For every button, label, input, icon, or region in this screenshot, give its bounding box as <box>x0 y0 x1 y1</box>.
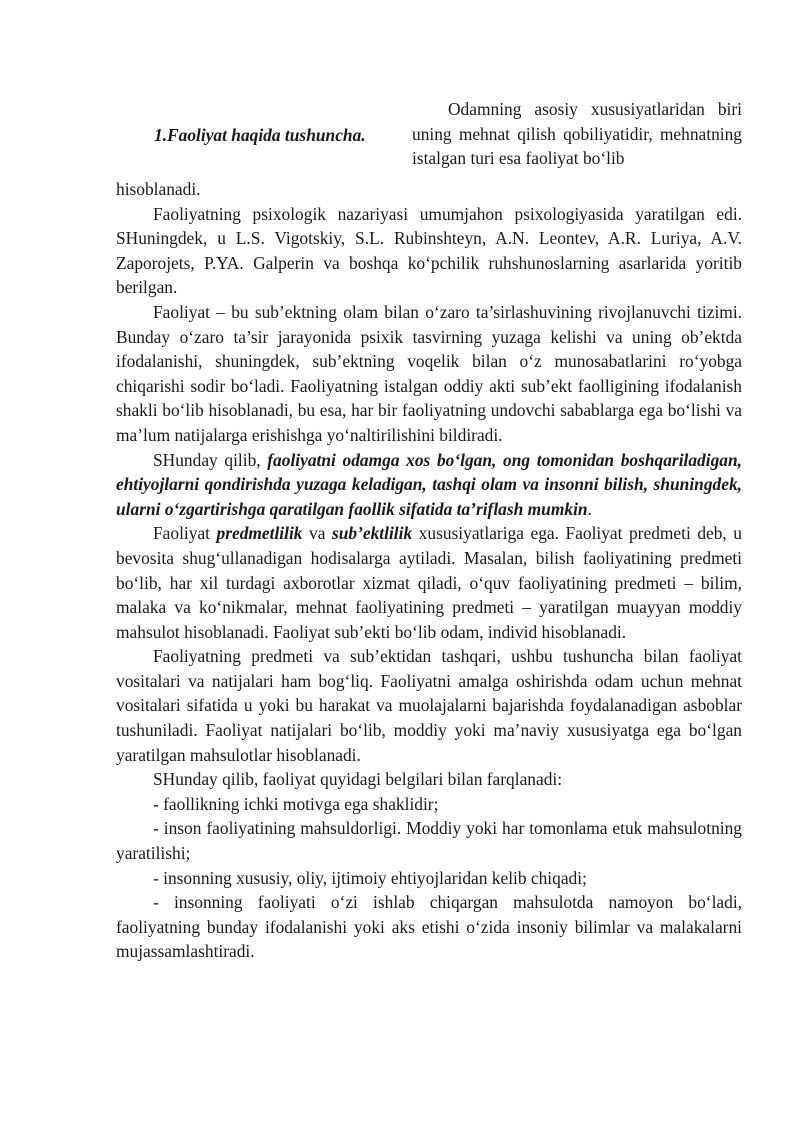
paragraph-theory: Faoliyatning psixologik nazariyasi umumjahon psixologiyasida yaratilgan edi. SHuningdek, u L.S. Vigotskiy, S.L. Rubinshteyn, A.N. Leontev, A.R. Luriya, A.V. Zaporojets, P.YA. Galperin va boshqa ko‘pchilik ruhshunoslarning asarlarida yoritib berilgan. <box>116 203 742 298</box>
text-run: . <box>587 498 592 519</box>
emphasis-definition: faoliyatni odamga xos bo‘lgan, ong tomonidan boshqariladigan, ehtiyojlarni qondirishda yuzaga keladigan, tashqi olam va insonni bilish, shuningdek, ularni o‘zgartirishga qaratilgan faollik sifatida ta’riflash mumkin <box>116 449 742 519</box>
text-run: SHunday qilib, <box>153 449 268 470</box>
text-run: Faoliyat <box>153 523 217 544</box>
section-header <box>116 97 742 177</box>
paragraph-means: Faoliyatning predmeti va sub’ektidan tashqari, ushbu tushuncha bilan faoliyat vositalari va natijalari ham bog‘liq. Faoliyatni amalga oshirishda odam uchun mehnat vositalari sifatida u yoki bu harakat va muolajalarni bajarishda foydalanadigan asboblar tushuniladi. Faoliyat natijalari bo‘lib, moddiy yoki ma’naviy xususiyatga ega bo‘lgan yaratilgan mahsulotlar hisoblanadi. <box>116 646 742 765</box>
text-run: xususiyatlariga ega. Faoliyat predmeti deb, u bevosita shug‘ullanadigan hodisalarga aytiladi. Masalan, bilish faoliyatining predmeti bo‘lib, har xil turdagi axborotlar xizmat qiladi, o‘quv faoliyatining predmeti – bilim, malaka va ko‘nikmalar, mehnat faoliyatining predmeti – yaratilgan muayyan moddiy mahsulot hisoblanadi. Faoliyat sub’ekti bo‘lib odam, individ hisoblanadi. <box>116 523 742 642</box>
list-item: - inson faoliyatining mahsuldorligi. Moddiy yoki har tomonlama etuk mahsulotning yaratilishi; <box>116 818 742 864</box>
paragraph-properties <box>116 521 742 644</box>
paragraph-summary <box>116 448 742 522</box>
paragraph-features-intro: SHunday qilib, faoliyat quyidagi belgilari bilan farqlanadi: <box>153 769 563 790</box>
list-item: - insonning faoliyati o‘zi ishlab chiqargan mahsulotda namoyon bo‘ladi, faoliyatning bunday ifodalanishi yoki aks etishi o‘zida insoniy bilimlar va malakalarni mujassamlashtiradi. <box>116 892 742 962</box>
text-run: va <box>302 523 332 544</box>
emphasis-term: sub’ektlilik <box>331 523 413 544</box>
list-item: - insonning xususiy, oliy, ijtimoiy ehtiyojlaridan kelib chiqadi; <box>153 867 587 888</box>
emphasis-term: predmetlilik <box>216 523 303 544</box>
document-page <box>116 97 742 964</box>
intro-side-text: Odamning asosiy xususiyatlaridan biri uning mehnat qilish qobiliyatidir, mehnatning istalgan turi esa faoliyat bo‘lib <box>412 99 742 169</box>
intro-continuation: hisoblanadi. <box>116 179 201 199</box>
paragraph-definition: Faoliyat – bu sub’ektning olam bilan o‘zaro ta’sirlashuvining rivojlanuvchi tizimi. Bunday o‘zaro ta’sir jarayonida psixik tasvirning yuzaga kelishi va uning ob’ektda ifodalanishi, shuningdek, sub’ektning voqelik bilan o‘z munosabatlarini ro‘yobga chiqarishi sodir bo‘ladi. Faoliyatning istalgan oddiy akti sub’ekt faolligining ifodalanish shakli bo‘lib hisoblanadi, bu esa, har bir faoliyatning undovchi sabablarga ega bo‘lishi va ma’lum natijalarga erishishga yo‘naltirilishini bildiradi. <box>116 301 742 445</box>
section-title: 1.Faoliyat haqida tushuncha. <box>154 125 366 145</box>
list-item: - faollikning ichki motivga ega shaklidir; <box>153 793 439 814</box>
